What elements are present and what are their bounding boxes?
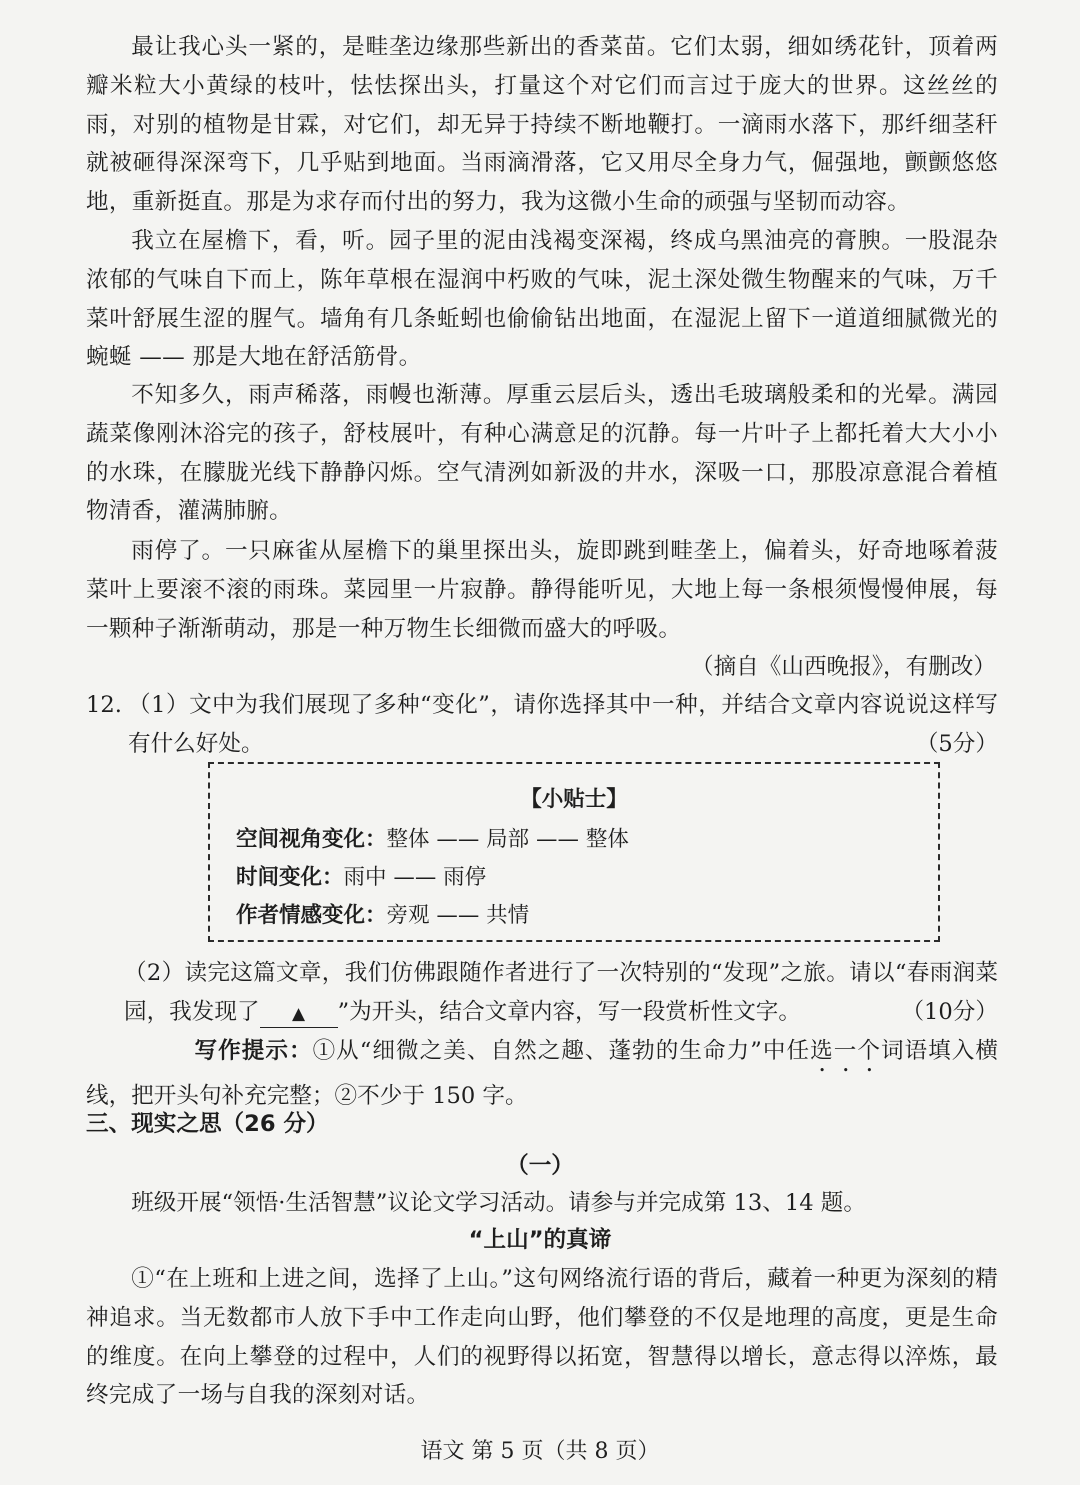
question-12-1-text: （1）文中为我们展现了多种“变化”，请你选择其中一种，并结合文章内容说说这样写有什么好处。 bbox=[128, 692, 998, 757]
tips-box bbox=[208, 762, 940, 942]
tip-value: 雨中 —— 雨停 bbox=[343, 865, 487, 890]
tip-key: 作者情感变化： bbox=[236, 903, 387, 928]
question-12-part-2 bbox=[124, 954, 998, 1032]
writing-hint-text-a: ①从“细微之美、自然之趣、蓬勃的生命力”中任 bbox=[312, 1038, 811, 1064]
tip-value: 旁观 —— 共情 bbox=[386, 903, 530, 928]
question-12-2-score: （10分） bbox=[901, 998, 998, 1025]
question-12-part-1 bbox=[86, 686, 998, 764]
writing-hint-label: 写作提示： bbox=[194, 1038, 313, 1064]
answer-blank[interactable]: ▲ bbox=[260, 1001, 338, 1028]
section-heading: 三、现实之思（26 分） bbox=[86, 1111, 329, 1137]
tip-value: 整体 —— 局部 —— 整体 bbox=[386, 827, 629, 852]
writing-hint-emphasis: 选一个 bbox=[810, 1038, 881, 1064]
story-paragraph-4: 雨停了。一只麻雀从屋檐下的巢里探出头，旋即跳到畦垄上，偏着头，好奇地啄着菠菜叶上要滚不滚的雨珠。菜园里一片寂静。静得能听见，大地上每一条根须慢慢伸展，每一颗种子渐渐萌动，那是一种万物生长细微而盛大的呼吸。 bbox=[86, 538, 998, 642]
subsection-heading: （一） bbox=[506, 1153, 574, 1179]
story-paragraph-3: 不知多久，雨声稀落，雨幔也渐薄。厚重云层后头，透出毛玻璃般柔和的光晕。满园蔬菜像刚沐浴完的孩子，舒枝展叶，有种心满意足的沉静。每一片叶子上都托着大大小小的水珠，在朦胧光线下静静闪烁。空气清洌如新汲的井水，深吸一口，那股凉意混合着植物清香，灌满肺腑。 bbox=[86, 382, 998, 525]
story-paragraph-1: 最让我心头一紧的，是畦垄边缘那些新出的香菜苗。它们太弱，细如绣花针，顶着两瓣米粒大小黄绿的枝叶，怯怯探出头，打量这个对它们而言过于庞大的世界。这丝丝的雨，对别的植物是甘霖，对它们，却无异于持续不断地鞭打。一滴雨水落下，那纤细茎秆就被砸得深深弯下，几乎贴到地面。当雨滴滑落，它又用尽全身力气，倔强地，颤颤悠悠地，重新挺直。那是为求存而付出的努力，我为这微小生命的顽强与坚韧而动容。 bbox=[86, 34, 998, 216]
activity-intro: 班级开展“领悟·生活智慧”议论文学习活动。请参与并完成第 13、14 题。 bbox=[131, 1190, 866, 1216]
tip-key: 空间视角变化： bbox=[236, 827, 387, 852]
tip-row-time bbox=[236, 860, 486, 891]
question-number: 12. bbox=[86, 692, 122, 718]
question-12-2-text-b: ”为开头，结合文章内容，写一段赏析性文字。 bbox=[337, 998, 801, 1025]
essay-paragraph-1: ①“在上班和上进之间，选择了上山。”这句网络流行语的背后，藏着一种更为深刻的精神追求。当无数都市人放下手中工作走向山野，他们攀登的不仅是地理的高度，更是生命的维度。在向上攀登的过程中，人们的视野得以拓宽，智慧得以增长，意志得以淬炼，最终完成了一场与自我的深刻对话。 bbox=[86, 1266, 998, 1409]
writing-hint bbox=[86, 1032, 998, 1116]
question-12-2-text-a: （2）读完这篇文章，我们仿佛跟随作者进行了一次特别的“发现”之旅。请以“春雨润菜园，我发现了 bbox=[124, 960, 998, 1025]
question-12-1-score: （5分） bbox=[915, 730, 998, 757]
source-citation: （摘自《山西晚报》，有删改） bbox=[690, 654, 996, 680]
page-footer: 语文 第 5 页（共 8 页） bbox=[420, 1439, 660, 1464]
tip-key: 时间变化： bbox=[236, 865, 344, 890]
tip-row-space bbox=[236, 822, 629, 853]
essay-title: “上山”的真谛 bbox=[468, 1227, 612, 1253]
writing-hint-text-b: 词语填入横线，把开头句补充完整；②不少于 150 字。 bbox=[86, 1038, 999, 1109]
tips-title: 【小贴士】 bbox=[520, 787, 628, 812]
story-paragraph-2: 我立在屋檐下，看，听。园子里的泥由浅褐变深褐，终成乌黑油亮的膏腴。一股混杂浓郁的气味自下而上，陈年草根在湿润中朽败的气味，泥土深处微生物醒来的气味，万千菜叶舒展生涩的腥气。墙角有几条蚯蚓也偷偷钻出地面，在湿泥上留下一道道细腻微光的蜿蜒 —— 那是大地在舒活筋骨。 bbox=[86, 228, 998, 371]
tip-row-emotion bbox=[236, 898, 529, 929]
